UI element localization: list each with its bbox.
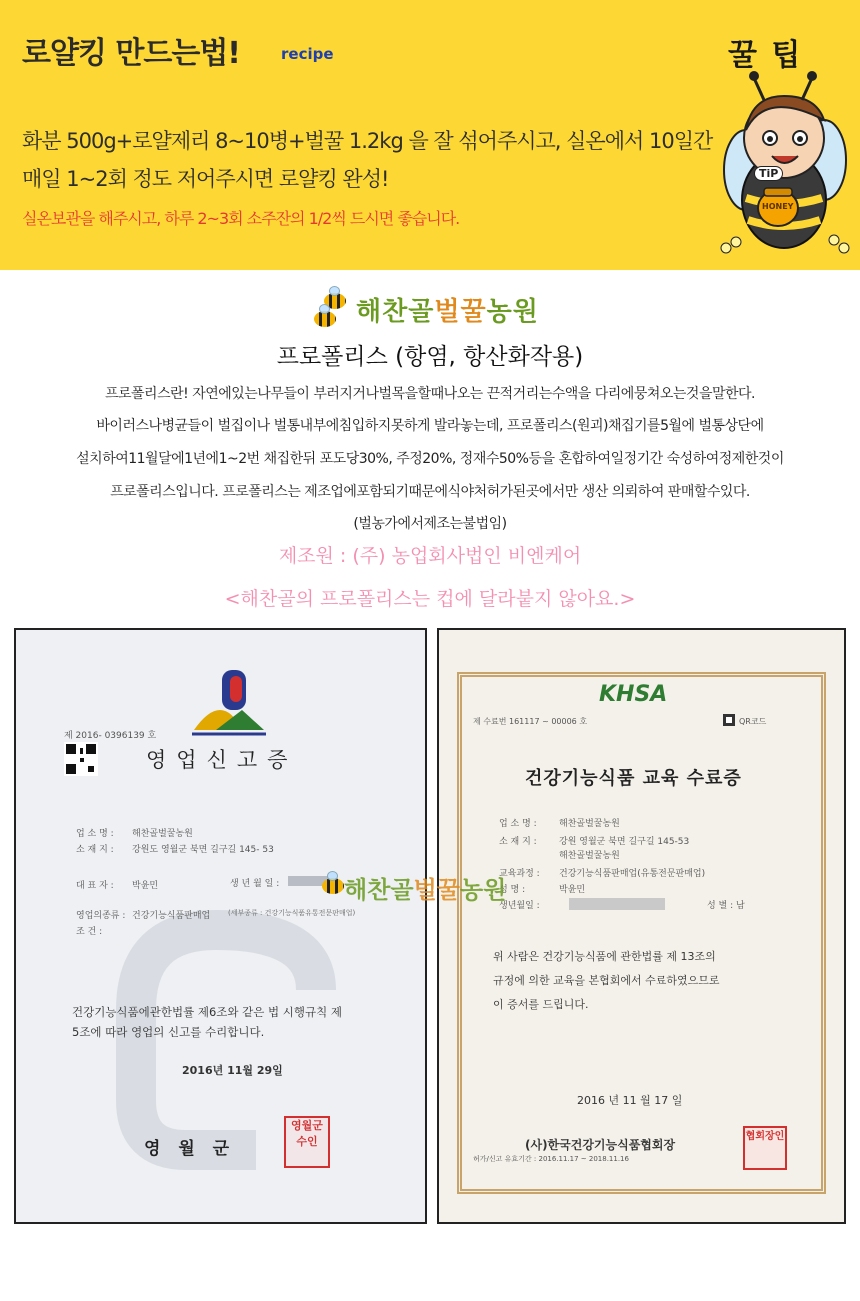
certificate-body-line: 이 증서를 드립니다.: [493, 998, 589, 1011]
qr-code-icon: [723, 714, 735, 726]
product-description-line: 프로폴리스입니다. 프로폴리스는 제조업에포함되기때문에식야처허가된곳에서만 생산 의뢰하여 판매할수있다.: [110, 484, 750, 500]
business-type-value: 건강기능식품판매업: [132, 911, 211, 921]
field-label: 소 재 지 :: [76, 845, 114, 855]
bee-icon: [314, 311, 336, 327]
banner-note: 실온보관을 해주시고, 하루 2~3회 소주잔의 1/2씩 드시면 좋습니다.: [22, 209, 460, 228]
product-feature-note: <해찬골의 프로폴리스는 컵에 달라붙지 않아요.>: [224, 588, 636, 610]
certificate-title: 건강기능식품 교육 수료증: [525, 768, 742, 789]
certificate-issuer: 영 월 군: [144, 1139, 236, 1159]
bee-icon: [322, 878, 344, 894]
qr-code-label: QR코드: [739, 717, 767, 726]
certificate-number: 제 수료번 161117 ~ 00006 호: [473, 717, 588, 726]
farm-logo-text: 해찬골벌꿀농원: [356, 297, 539, 327]
product-description-line: 바이러스나병균들이 벌집이나 벌통내부에침입하지못하게 발라놓는데, 프로폴리스(원괴)채집기를5월에 벌통상단에: [96, 418, 764, 434]
honey-jar-label: HONEY: [762, 202, 794, 211]
representative-value: 박윤민: [132, 881, 159, 891]
field-label: 성 명 :: [499, 885, 526, 895]
address-value: 강원 영월군 북면 길구길 145-53: [559, 837, 690, 847]
certificate-title: 영업신고증: [146, 748, 298, 772]
field-label: 영업의종류 :: [76, 911, 126, 921]
banner-subtitle: recipe: [281, 45, 334, 63]
certificate-body-line: 위 사람은 건강기능식품에 관한법률 제 13조의: [493, 950, 716, 963]
course-value: 건강기능식품판매업(유통전문판매업): [559, 869, 706, 879]
recipe-banner: [0, 0, 860, 270]
watermark-text: 해찬골벌꿀농원: [344, 876, 507, 904]
address-subvalue: 해찬골벌꿀농원: [559, 851, 620, 861]
manufacturer-text: 제조원 : (주) 농업회사법인 비엔케어: [278, 545, 582, 567]
farm-logo: [312, 287, 552, 331]
redacted-birthdate: [569, 898, 665, 910]
field-label: 업 소 명 :: [499, 819, 537, 829]
field-label: 교육과정 :: [499, 869, 540, 879]
product-description-line: 프로폴리스란! 자연에있는나무들이 부러지거나벌목을할때나오는 끈적거리는수액을 다리에뭉쳐오는것을말한다.: [104, 386, 755, 402]
validity-period: 허가/신고 유효기간 : 2016.11.17 ~ 2018.11.16: [473, 1155, 629, 1163]
person-name-value: 박윤민: [559, 885, 586, 895]
official-seal: 협회장인: [743, 1126, 787, 1170]
field-label: 업 소 명 :: [76, 829, 114, 839]
field-label: 생 년 월 일 :: [230, 879, 280, 889]
address-value: 강원도 영월군 북면 길구길 145- 53: [132, 845, 274, 855]
product-title: 프로폴리스 (항염, 항산화작용): [276, 344, 584, 370]
certificate-body-line: 5조에 따라 영업의 신고를 수리합니다.: [72, 1025, 265, 1039]
business-registration-certificate: [14, 628, 427, 1224]
business-name-value: 해찬골벌꿀농원: [559, 819, 620, 829]
tip-badge: TiP: [754, 166, 783, 181]
field-label: 생년월일 :: [499, 901, 540, 911]
certificate-issuer: (사)한국건강기능식품협회장: [525, 1138, 676, 1152]
qr-code-icon: [64, 742, 98, 776]
honey-tip-label: 꿀 팁: [728, 38, 803, 73]
certificate-border: [457, 672, 826, 1194]
khsa-logo: KHSA: [599, 682, 668, 707]
certificate-number: 제 2016- 0396139 호: [64, 731, 157, 741]
business-name-value: 해찬골벌꿀농원: [132, 829, 193, 839]
education-completion-certificate: [437, 628, 846, 1224]
official-seal: 영월군수인: [284, 1116, 330, 1168]
product-legal-note: (벌농가에서제조는불법임): [353, 516, 507, 532]
business-subtype-value: (세부종류 : 건강기능식품유통전문판매업): [228, 909, 356, 917]
field-label: 조 건 :: [76, 927, 103, 937]
banner-title: 로얄킹 만드는법!: [22, 36, 240, 71]
field-label: 대 표 자 :: [76, 881, 114, 891]
certificate-body-line: 규정에 의한 교육을 본협회에서 수료하였으므로: [493, 974, 720, 987]
certificate-date: 2016 년 11 월 17 일: [577, 1094, 683, 1107]
farm-logo-watermark: [330, 870, 530, 910]
honey-tip-mascot: [706, 20, 856, 260]
banner-recipe-line-1: 화분 500g+로얄제리 8~10병+벌꿀 1.2kg 을 잘 섞어주시고, 실온에서 10일간: [22, 129, 713, 153]
product-description-line: 설치하여11월달에1년에1~2번 채집한뒤 포도당30%, 주정20%, 정재수50%등을 혼합하여일정기간 숙성하여정제한것이: [76, 451, 784, 467]
banner-recipe-line-2: 매일 1~2회 정도 저어주시면 로얄킹 완성!: [22, 167, 389, 191]
field-label: 소 재 지 :: [499, 837, 537, 847]
gender-field: 성 별 : 남: [707, 901, 745, 911]
certificate-date: 2016년 11월 29일: [182, 1064, 283, 1077]
certificate-body-line: 건강기능식품에관한법률 제6조와 같은 법 시행규칙 제: [72, 1005, 342, 1019]
